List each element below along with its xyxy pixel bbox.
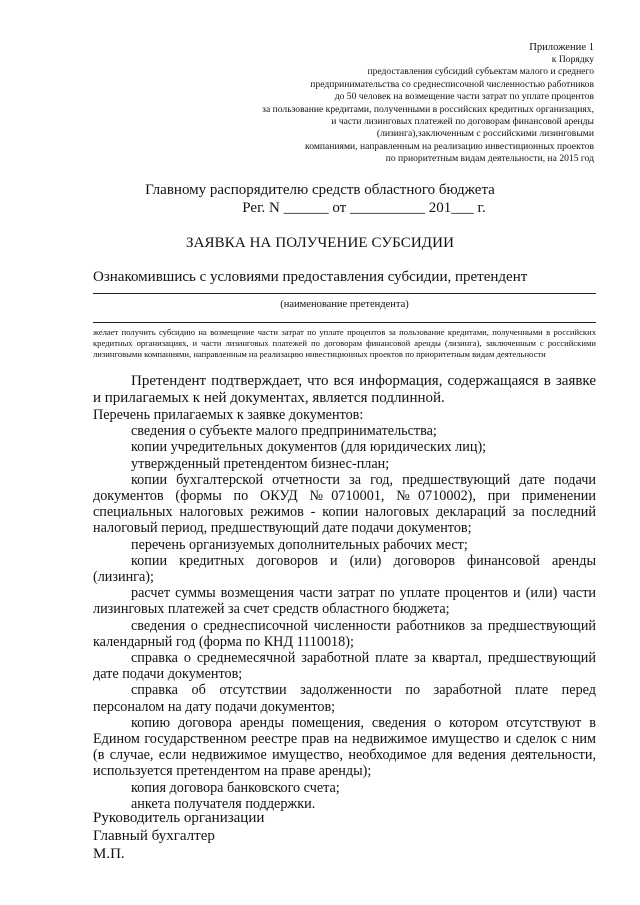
head-signature-label: Руководитель организации xyxy=(93,810,265,826)
appendix-line: (лизинга),заключенным с российскими лизинговыми xyxy=(376,128,594,140)
accountant-signature-label: Главный бухгалтер xyxy=(93,828,215,844)
signature-block xyxy=(93,809,264,863)
appendix-line: предпринимательства со среднесписочной численностью работников xyxy=(310,78,594,90)
appendix-line: к Порядку xyxy=(551,54,594,65)
document-item: копии кредитных договоров и (или) договоров финансовой аренды (лизинга); xyxy=(93,552,596,586)
document-title: ЗАЯВКА НА ПОЛУЧЕНИЕ СУБСИДИИ xyxy=(185,235,455,251)
intro-text: Ознакомившись с условиями предоставления субсидии, претендент xyxy=(93,269,528,285)
divider-line xyxy=(93,322,596,323)
document-item: расчет суммы возмещения части затрат по уплате процентов и (или) части лизинговых платежей за счет средств областного бюджета; xyxy=(93,585,596,618)
document-item: копии бухгалтерской отчетности за год, предшествующий дате подачи документов (формы по ОКУД №0710001, №0710002), при применении специальных налоговых режимов - копии налоговых деклараций за последний налоговый период, предшествующий дате подачи документов; xyxy=(93,471,596,537)
seal-label: М.П. xyxy=(93,846,125,862)
appendix-line: до 50 человек на возмещение части затрат по уплате процентов xyxy=(334,91,594,103)
document-item: справка об отсутствии задолженности по заработной плате перед персоналом на дату подачи документов; xyxy=(93,682,596,715)
document-item: анкета получателя поддержки. xyxy=(131,795,316,812)
applicant-caption: (наименование претендента) xyxy=(280,299,409,310)
document-item: перечень организуемых дополнительных рабочих мест; xyxy=(131,536,468,553)
applicant-name-line xyxy=(93,293,596,294)
appendix-line: за пользование кредитами, полученными в российских кредитных организациях, xyxy=(262,103,594,115)
document-body xyxy=(93,373,596,812)
document-item: копия договора банковского счета; xyxy=(131,779,340,796)
document-item: сведения о среднесписочной численности работников за предшествующий календарный год (форма по КНД 1110018); xyxy=(93,617,596,650)
purpose-text: желает получить субсидию на возмещение части затрат по уплате процентов за пользование кредитами, полученными в российских кредитных организациях, и части лизинговых платежей по договорам финансовой аренды (лизинга), заключенным с российскими лизинговыми компаниями, направленным на реализацию инвестиционных проектов по приоритетным видам деятельности xyxy=(93,327,596,360)
document-item: справка о среднемесячной заработной плате за квартал, предшествующий дате подачи документов; xyxy=(93,650,596,683)
document-item: копию договора аренды помещения, сведения о котором отсутствуют в Едином государственном реестре прав на недвижимое имущество и сделок с ним (в случае, если недвижимое имущество, необходимое для ведения деятельности, используется претендентом на праве аренды); xyxy=(93,714,596,780)
appendix-number: Приложение 1 xyxy=(529,42,594,53)
registration-line: Рег. N ______ от __________ 201___ г. xyxy=(242,200,486,216)
appendix-line: и части лизинговых платежей по договорам финансовой аренды xyxy=(331,116,594,128)
appendix-line: предоставления субсидий субъектам малого и среднего xyxy=(367,66,594,78)
appendix-line: по приоритетным видам деятельности, на 2015 год xyxy=(385,153,594,165)
confirmation-paragraph: Претендент подтверждает, что вся информация, содержащаяся в заявке и прилагаемых к ней документах, является подлинной. xyxy=(93,373,596,406)
document-item: сведения о субъекте малого предпринимательства; xyxy=(131,423,437,440)
documents-heading: Перечень прилагаемых к заявке документов: xyxy=(93,407,364,423)
addressee-line: Главному распорядителю средств областного бюджета xyxy=(145,182,495,198)
appendix-header xyxy=(174,41,594,166)
appendix-line: компаниями, направленным на реализацию инвестиционных проектов xyxy=(305,140,594,152)
document-item: утвержденный претендентом бизнес-план; xyxy=(131,455,390,472)
document-item: копии учредительных документов (для юридических лиц); xyxy=(131,439,487,456)
